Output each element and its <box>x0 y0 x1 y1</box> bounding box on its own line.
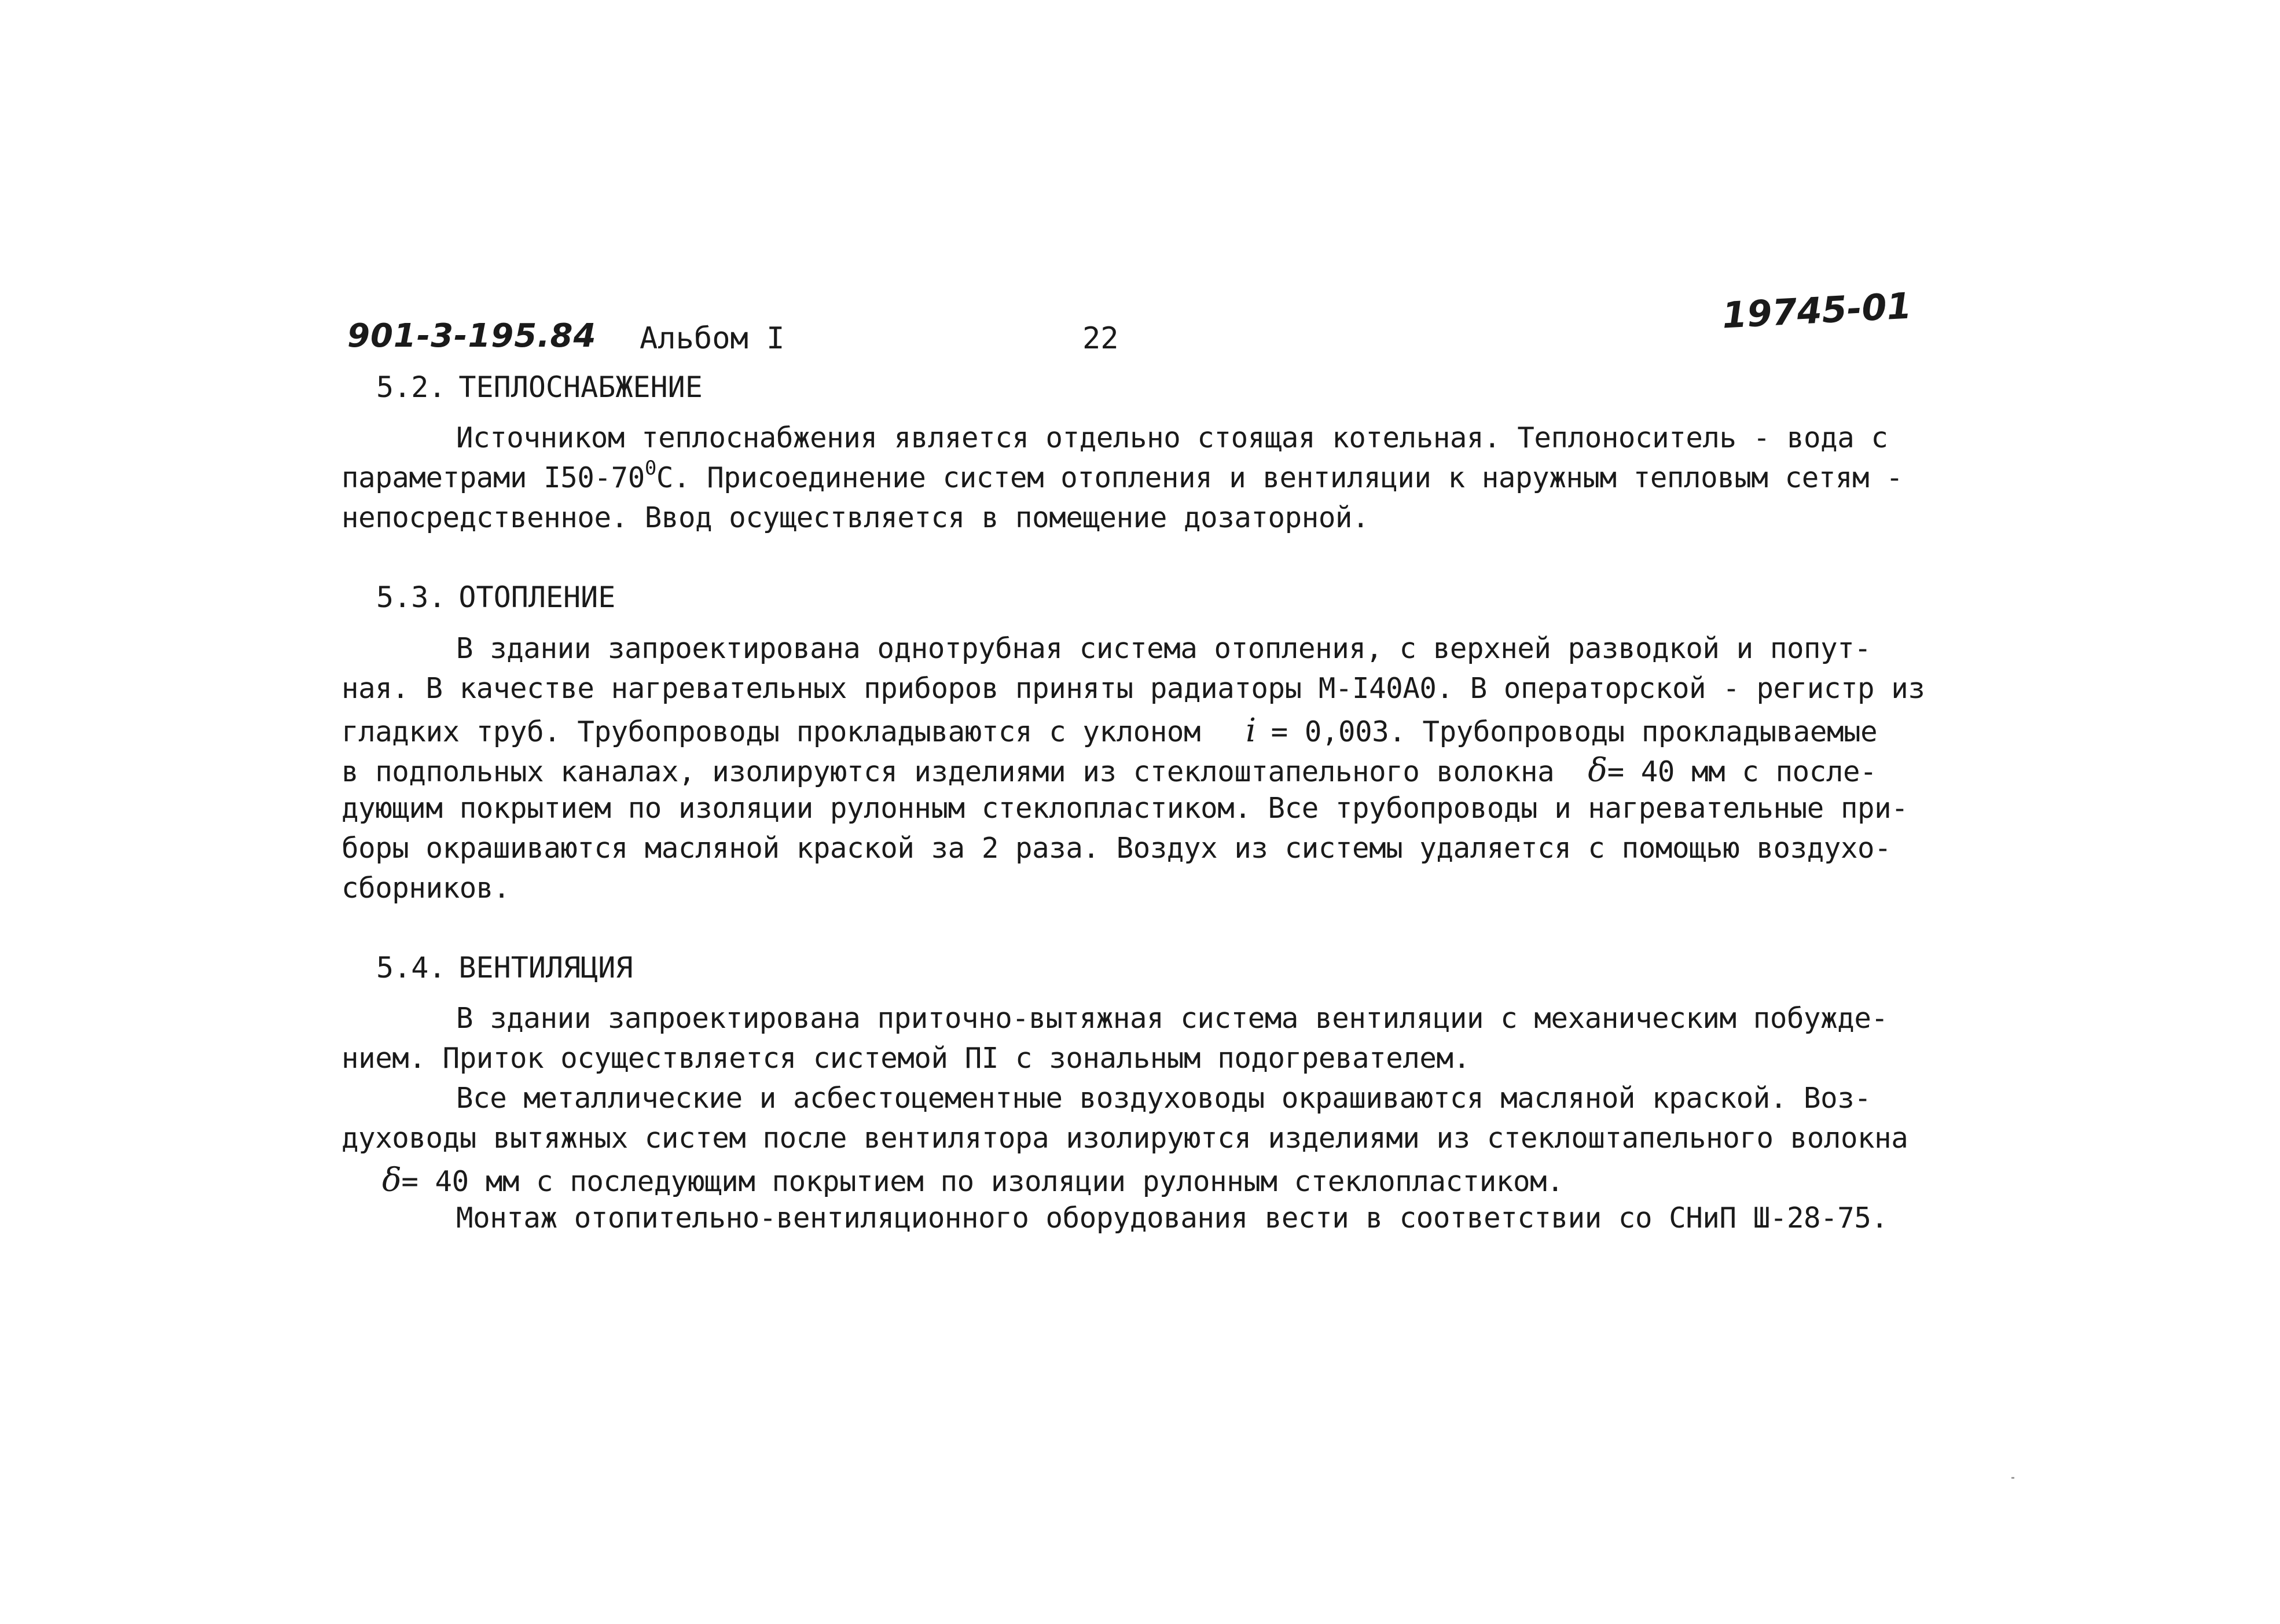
section-number: 5.3. <box>376 580 446 614</box>
album-label: Альбом I <box>640 321 785 356</box>
delta-symbol: δ <box>382 1162 402 1199</box>
page-number: 22 <box>1082 321 1119 356</box>
paragraph-line: духоводы вытяжных систем после вентилятора изолируются изделиями из стеклоштапельного волокна <box>342 1122 1908 1155</box>
paragraph-line: нием. Приток осуществляется системой ПI с зональным подогревателем. <box>342 1042 1470 1075</box>
paragraph-line: В здании запроектирована приточно-вытяжная система вентиляции с механическим побужде- <box>456 1002 1888 1035</box>
scan-speck <box>2011 1477 2014 1479</box>
paragraph-line: в подпольных каналах, изолируются изделиями из стеклоштапельного волокна δ= 40 мм с после- <box>342 752 1877 789</box>
paragraph-line: боры окрашиваются масляной краской за 2 раза. Воздух из системы удаляется с помощью воздухо- <box>342 832 1892 865</box>
slope-symbol: i <box>1246 712 1256 749</box>
degree-superscript: 0 <box>644 457 656 480</box>
document-code: 901-3-195.84 <box>347 317 597 355</box>
section-title: ВЕНТИЛЯЦИЯ <box>458 951 633 984</box>
section-title: ОТОПЛЕНИЕ <box>458 580 616 614</box>
section-title: ТЕПЛОСНАБЖЕНИЕ <box>458 370 703 404</box>
section-heading-heating <box>376 580 615 614</box>
paragraph-line: гладких труб. Трубопроводы прокладываются с уклоном i = 0,003. Трубопроводы прокладываемые <box>342 712 1878 749</box>
paragraph-line: сборников. <box>342 872 511 905</box>
paragraph-line: ная. В качестве нагревательных приборов приняты радиаторы М-I40А0. В операторской - регистр из <box>342 672 1925 705</box>
paragraph-line: параметрами $I50-70^0С$. Присоединение систем отопления и вентиляции к наружным тепловым сетям - <box>342 457 1903 494</box>
paragraph-line: Все металлические и асбестоцементные воздуховоды окрашиваются масляной краской. Воз- <box>456 1082 1871 1115</box>
delta-symbol: δ <box>1588 752 1607 789</box>
paragraph-line: Монтаж отопительно-вентиляционного оборудования вести в соответствии со СНиП Ш-28-75. <box>456 1202 1888 1234</box>
section-number: 5.4. <box>376 951 446 984</box>
paragraph-line: дующим покрытием по изоляции рулонным стеклопластиком. Все трубопроводы и нагревательные при- <box>342 792 1908 825</box>
section-number: 5.2. <box>376 370 446 404</box>
paragraph-line: непосредственное. Ввод осуществляется в помещение дозаторной. <box>342 501 1370 534</box>
paragraph-line: В здании запроектирована однотрубная система отопления, с верхней разводкой и попут- <box>456 632 1871 665</box>
inventory-number: 19745-01 <box>1721 284 1913 337</box>
paragraph-line: δ= 40 мм с последующим покрытием по изоляции рулонным стеклопластиком. <box>382 1162 1564 1199</box>
paragraph-line: Источником теплоснабжения является отдельно стоящая котельная. Теплоноситель - вода с <box>456 421 1888 454</box>
section-heading-ventilation <box>376 951 633 984</box>
section-heading-heat-supply <box>376 370 703 404</box>
